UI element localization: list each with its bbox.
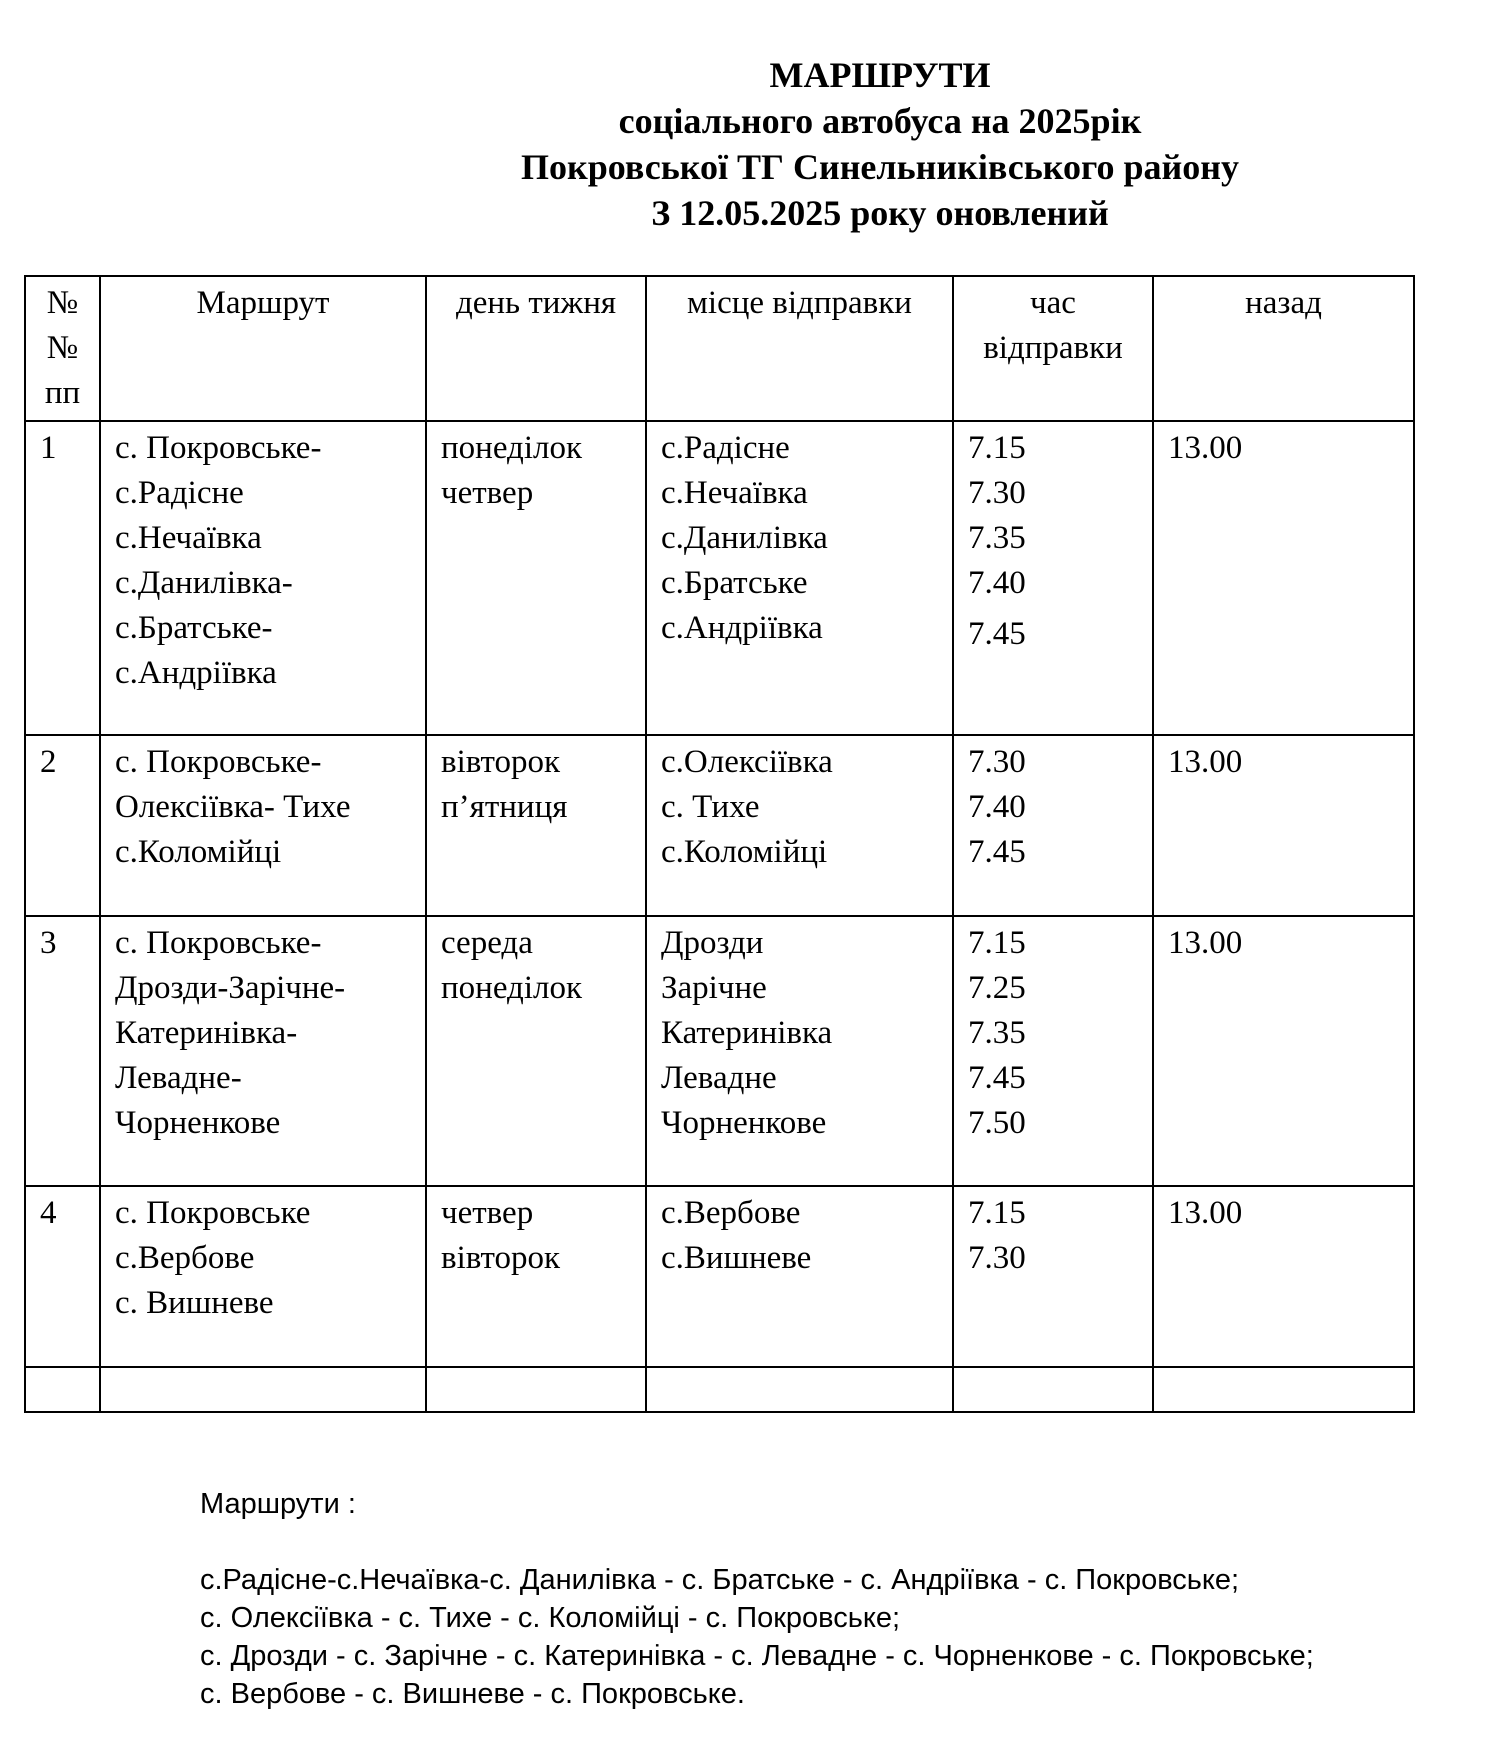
header-number-line: № [46,330,79,366]
day-line: понеділок [441,970,582,1006]
route-line: с.Вербове [115,1240,255,1276]
times-cell [953,1186,1153,1367]
route-line: Дрозди-Зарічне- [115,970,346,1006]
days-cell [426,735,646,916]
table-row [25,1186,1414,1367]
header-number-line: № [46,285,79,321]
time-line: 7.40 [968,789,1026,825]
time-line: 7.15 [968,925,1026,961]
place-line: с.Данилівка [661,520,828,556]
row-number: 3 [25,916,100,1186]
header-time-line: час [1030,285,1076,321]
time-line: 7.40 [968,565,1026,601]
route-line: Чорненкове [115,1105,281,1141]
places-cell [646,735,953,916]
route-line: с. Покровське- [115,430,322,466]
time-line: 7.50 [968,1105,1026,1141]
place-line: с.Коломійці [661,834,828,870]
row-number: 1 [25,421,100,735]
notes-heading: Маршрути : [200,1488,356,1520]
back-time: 13.00 [1153,1186,1414,1367]
table-header-row [25,276,1414,421]
route-line: с. Вишневе [115,1285,274,1321]
place-line: с.Вишневе [661,1240,812,1276]
row-number: 2 [25,735,100,916]
route-cell [100,421,426,735]
time-line: 7.30 [968,475,1026,511]
route-line: с.Радісне [115,475,244,511]
route-line: Олексіївка- Тихе [115,789,351,825]
place-line: с.Вербове [661,1195,801,1231]
time-line: 7.35 [968,1015,1026,1051]
place-line: с.Нечаївка [661,475,808,511]
place-line: Левадне [661,1060,777,1096]
document-title [380,52,1380,236]
route-line: Левадне- [115,1060,242,1096]
route-cell [100,916,426,1186]
day-line: понеділок [441,430,582,466]
route-cell [100,1186,426,1367]
day-line: п’ятниця [441,789,568,825]
time-line: 7.30 [968,1240,1026,1276]
header-number-line: пп [44,375,81,411]
title-line-4: З 12.05.2025 року оновлений [651,193,1109,233]
day-line: вівторок [441,744,561,780]
times-cell [953,735,1153,916]
route-line: с. Покровське [115,1195,311,1231]
empty-cell [426,1367,646,1412]
routes-notes [200,1485,1490,1713]
place-line: с.Олексіївка [661,744,833,780]
route-line: с. Покровське- [115,744,322,780]
notes-line: с. Вербове - с. Вишневе - с. Покровське. [200,1678,745,1710]
time-line: 7.25 [968,970,1026,1006]
header-number [25,276,100,421]
place-line: с. Тихе [661,789,760,825]
route-line: с.Братське- [115,610,273,646]
places-cell [646,1186,953,1367]
route-line: с.Коломійці [115,834,282,870]
days-cell [426,421,646,735]
place-line: Чорненкове [661,1105,827,1141]
table-row [25,735,1414,916]
time-line: 7.45 [968,1060,1026,1096]
title-line-1: МАРШРУТИ [769,55,991,95]
table-row [25,421,1414,735]
days-cell [426,916,646,1186]
place-line: Катеринівка [661,1015,833,1051]
header-day: день тижня [426,276,646,421]
title-line-2: соціального автобуса на 2025рік [618,101,1142,141]
header-back: назад [1153,276,1414,421]
header-place: місце відправки [646,276,953,421]
empty-row [25,1367,1414,1412]
back-time: 13.00 [1153,735,1414,916]
places-cell [646,421,953,735]
time-line: 7.35 [968,520,1026,556]
day-line: середа [441,925,533,961]
times-cell [953,421,1153,735]
places-cell [646,916,953,1186]
place-line: с.Братське [661,565,808,601]
notes-line: с. Олексіївка - с. Тихе - с. Коломійці - с. Покровське; [200,1602,901,1634]
route-line: с.Нечаївка [115,520,262,556]
time-line: 7.30 [968,744,1026,780]
days-cell [426,1186,646,1367]
table-row [25,916,1414,1186]
header-time-line: відправки [983,330,1123,366]
route-line: с.Андріївка [115,655,277,691]
empty-cell [25,1367,100,1412]
back-time: 13.00 [1153,421,1414,735]
notes-line: с.Радісне-с.Нечаївка-с. Данилівка - с. Братське - с. Андріївка - с. Покровське; [200,1564,1240,1596]
routes-table [24,275,1415,1413]
place-line: с.Радісне [661,430,790,466]
time-line: 7.15 [968,1195,1026,1231]
route-line: Катеринівка- [115,1015,298,1051]
time-line: 7.45 [968,616,1026,652]
place-line: Дрозди [661,925,764,961]
notes-line: с. Дрозди - с. Зарічне - с. Катеринівка - с. Левадне - с. Чорненкове - с. Покровське; [200,1640,1314,1672]
route-cell [100,735,426,916]
row-number: 4 [25,1186,100,1367]
empty-cell [100,1367,426,1412]
title-line-3: Покровської ТГ Синельниківського району [521,147,1239,187]
header-route: Маршрут [100,276,426,421]
day-line: вівторок [441,1240,561,1276]
route-line: с. Покровське- [115,925,322,961]
route-line: с.Данилівка- [115,565,293,601]
place-line: Зарічне [661,970,767,1006]
time-line: 7.45 [968,834,1026,870]
empty-cell [1153,1367,1414,1412]
back-time: 13.00 [1153,916,1414,1186]
empty-cell [953,1367,1153,1412]
header-time [953,276,1153,421]
times-cell [953,916,1153,1186]
day-line: четвер [441,1195,534,1231]
time-line: 7.15 [968,430,1026,466]
empty-cell [646,1367,953,1412]
day-line: четвер [441,475,534,511]
place-line: с.Андріївка [661,610,823,646]
